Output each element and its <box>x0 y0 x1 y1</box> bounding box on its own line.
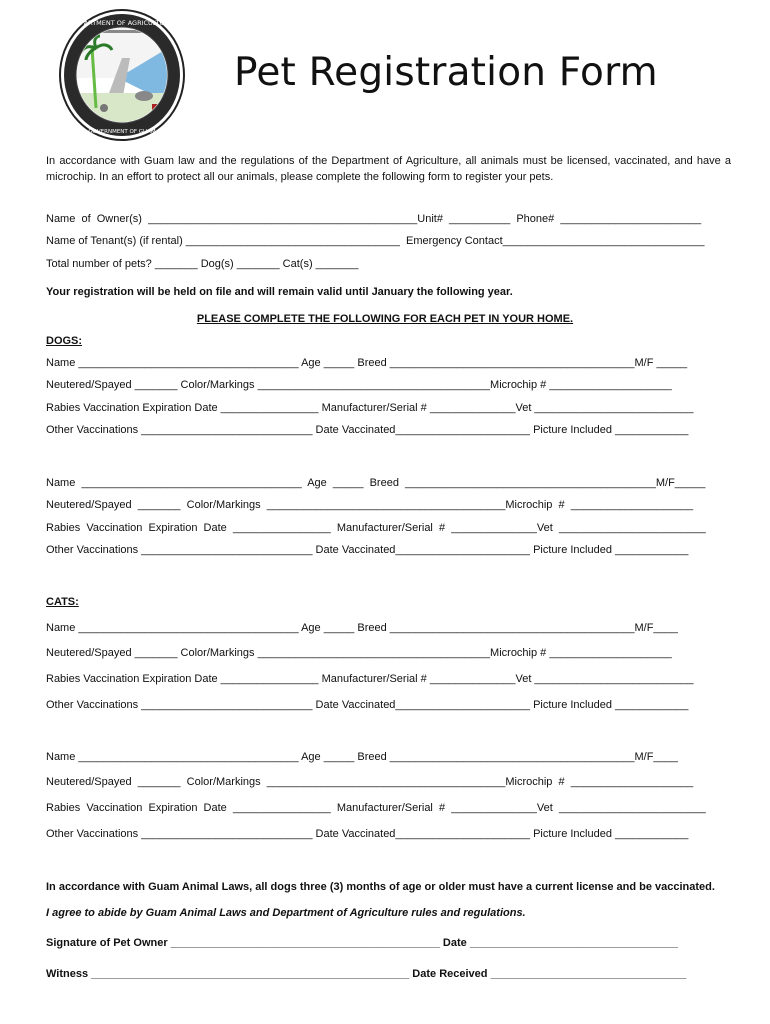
cats-heading: CATS: <box>46 596 79 608</box>
dog-1-neutered-line[interactable]: Neutered/Spayed _______ Color/Markings ______________________________________Microchip # ____________________ <box>46 379 672 391</box>
seal-text-top: DEPARTMENT OF AGRICULTURE <box>71 19 173 27</box>
validity-note: Your registration will be held on file and will remain valid until January the following year. <box>46 286 513 298</box>
owner-name-line[interactable]: Name of Owner(s) ____________________________________________Unit# __________ Phone# _______________________ <box>46 213 702 225</box>
tenant-name-line[interactable]: Name of Tenant(s) (if rental) ___________________________________ Emergency Contact_________________________________ <box>46 235 705 247</box>
license-note: In accordance with Guam Animal Laws, all dogs three (3) months of age or older must have a current license and be vaccinated. <box>46 881 715 893</box>
cat-1-rabies-line[interactable]: Rabies Vaccination Expiration Date ________________ Manufacturer/Serial # ______________Vet __________________________ <box>46 673 694 685</box>
cat-2-other-vaccinations-line[interactable]: Other Vaccinations ____________________________ Date Vaccinated______________________ Picture Included ____________ <box>46 828 689 840</box>
cat-1-neutered-line[interactable]: Neutered/Spayed _______ Color/Markings ______________________________________Microchip # ____________________ <box>46 647 672 659</box>
owner-signature-line[interactable]: Signature of Pet Owner ____________________________________________ Date __________________________________ <box>46 937 678 949</box>
dog-1-rabies-line[interactable]: Rabies Vaccination Expiration Date ________________ Manufacturer/Serial # ______________Vet __________________________ <box>46 402 694 414</box>
instruction-heading: PLEASE COMPLETE THE FOLLOWING FOR EACH PET IN YOUR HOME. <box>196 313 574 325</box>
cat-1-other-vaccinations-line[interactable]: Other Vaccinations ____________________________ Date Vaccinated______________________ Picture Included ____________ <box>46 699 689 711</box>
witness-line[interactable]: Witness ____________________________________________________ Date Received ________________________________ <box>46 968 687 980</box>
agreement-statement: I agree to abide by Guam Animal Laws and Department of Agriculture rules and regulations. <box>46 907 526 919</box>
dog-2-name-line[interactable]: Name ____________________________________ Age _____ Breed _________________________________________M/F_____ <box>46 477 706 489</box>
seal-text-bottom: GOVERNMENT OF GUAM <box>88 129 156 135</box>
cat-2-name-line[interactable]: Name ____________________________________ Age _____ Breed ________________________________________M/F____ <box>46 751 678 763</box>
cat-2-rabies-line[interactable]: Rabies Vaccination Expiration Date ________________ Manufacturer/Serial # ______________Vet ________________________ <box>46 802 706 814</box>
cat-1-name-line[interactable]: Name ____________________________________ Age _____ Breed ________________________________________M/F____ <box>46 622 678 634</box>
intro-paragraph: In accordance with Guam law and the regulations of the Department of Agriculture, all animals must be licensed, vaccinated, and have a microchip. In an effort to protect all our animals, please complete the following form to register your pets. <box>46 155 731 183</box>
dog-2-rabies-line[interactable]: Rabies Vaccination Expiration Date ________________ Manufacturer/Serial # ______________Vet ________________________ <box>46 522 706 534</box>
dog-1-other-vaccinations-line[interactable]: Other Vaccinations ____________________________ Date Vaccinated______________________ Picture Included ____________ <box>46 424 689 436</box>
dogs-heading: DOGS: <box>46 335 83 347</box>
pet-count-line[interactable]: Total number of pets? _______ Dog(s) _______ Cat(s) _______ <box>46 258 359 270</box>
dog-2-other-vaccinations-line[interactable]: Other Vaccinations ____________________________ Date Vaccinated______________________ Picture Included ____________ <box>46 544 689 556</box>
page-title: Pet Registration Form <box>234 50 658 95</box>
department-of-agriculture-seal <box>58 8 186 142</box>
dog-1-name-line[interactable]: Name ____________________________________ Age _____ Breed ________________________________________M/F _____ <box>46 357 688 369</box>
dog-2-neutered-line[interactable]: Neutered/Spayed _______ Color/Markings _______________________________________Microchip # ____________________ <box>46 499 694 511</box>
cat-2-neutered-line[interactable]: Neutered/Spayed _______ Color/Markings _______________________________________Microchip # ____________________ <box>46 776 694 788</box>
